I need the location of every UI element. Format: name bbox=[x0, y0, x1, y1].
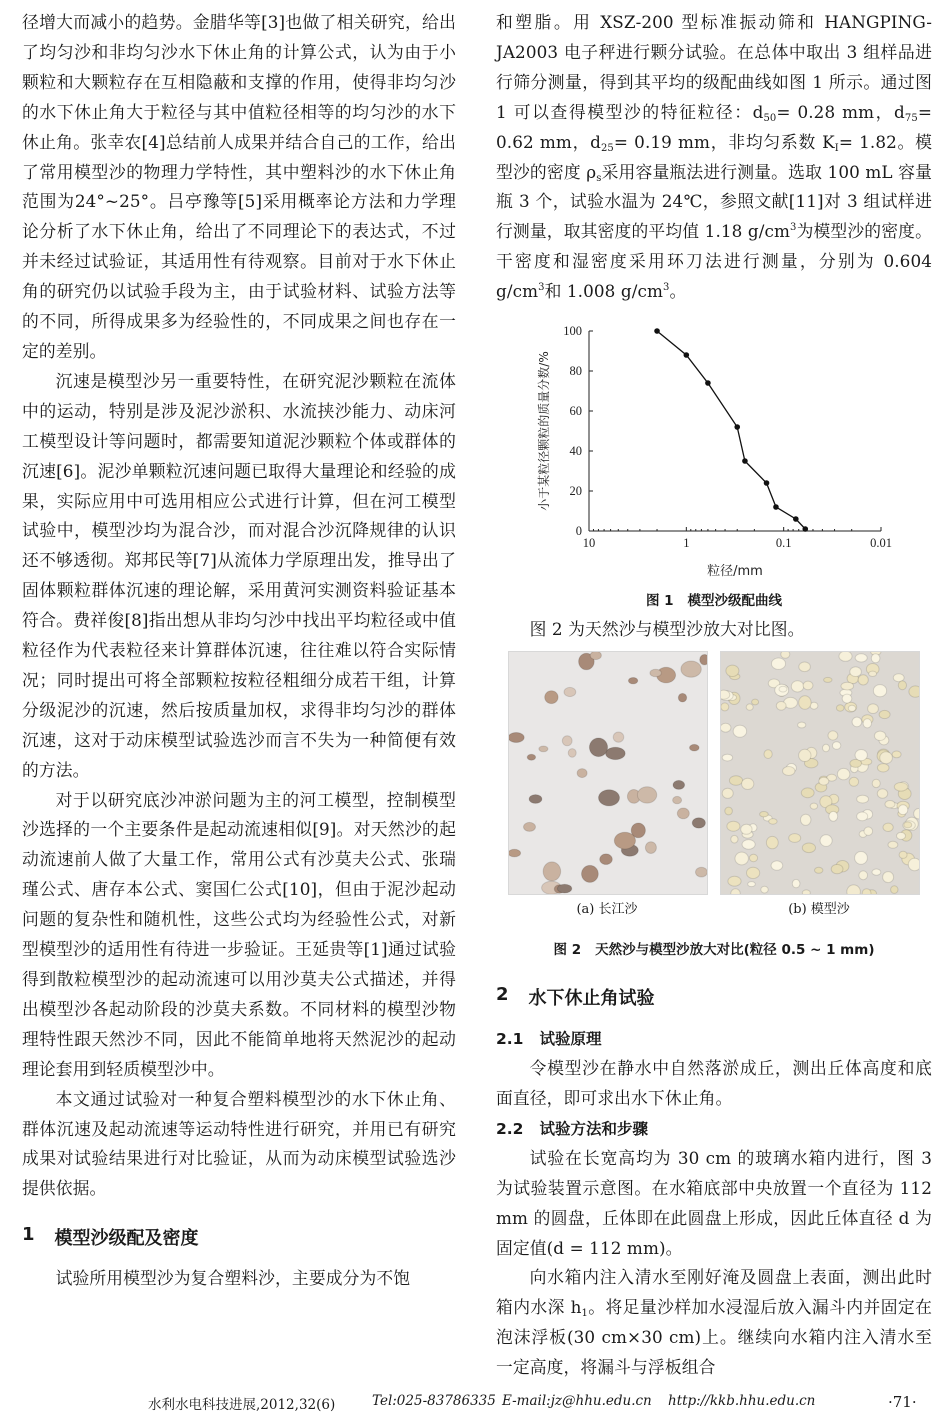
subsection-heading: 2.2 试验方法和步骤 bbox=[496, 1119, 648, 1138]
sand-grain bbox=[606, 747, 626, 759]
sand-grain bbox=[766, 836, 778, 848]
sand-grain bbox=[855, 749, 867, 760]
x-tick-label: 0.01 bbox=[870, 536, 892, 551]
figure-caption: 图 2 天然沙与模型沙放大对比(粒径 0.5 ~ 1 mm) bbox=[553, 941, 875, 958]
y-axis-label: 小于某粒径颗粒的质量分数/% bbox=[537, 351, 551, 511]
sand-grain bbox=[589, 738, 607, 757]
sand-grain bbox=[883, 872, 894, 883]
sand-grain bbox=[614, 832, 635, 849]
sand-grain bbox=[690, 744, 700, 751]
sand-grain bbox=[873, 685, 886, 697]
sand-grain bbox=[869, 671, 877, 676]
sand-grain bbox=[721, 723, 731, 732]
sand-grain bbox=[810, 803, 817, 809]
figure-2 bbox=[496, 651, 932, 936]
series-line bbox=[657, 331, 805, 529]
sand-grain bbox=[628, 677, 637, 683]
y-tick-label: 100 bbox=[563, 324, 582, 339]
left-column bbox=[22, 8, 456, 1294]
sand-grain bbox=[880, 752, 893, 764]
data-point bbox=[684, 352, 690, 358]
sand-grain bbox=[677, 808, 689, 819]
sand-grain bbox=[769, 819, 777, 825]
gradation-chart bbox=[496, 317, 932, 585]
sand-grain bbox=[863, 719, 871, 728]
sand-grain bbox=[527, 754, 535, 760]
sand-grain bbox=[871, 654, 880, 663]
sand-grain bbox=[568, 749, 576, 758]
sand-grain bbox=[539, 746, 548, 752]
sand-grain bbox=[725, 807, 733, 815]
sand-grain bbox=[509, 732, 524, 742]
yangtze-sand-photo bbox=[508, 651, 708, 895]
sand-grain bbox=[819, 777, 829, 785]
model-sand-photo bbox=[720, 651, 920, 895]
paragraph: 对于以研究底沙冲淤问题为主的河工模型，控制模型沙选择的一个主要条件是起动流速相似[9]。对天然沙的起动流速前人做了大量工作，常用公式有沙莫夫公式、张瑞瑾公式、唐存本公式、窦国仁公式[10]，但由于泥沙起动问题的复杂性和随机性，这些公式均为经验性公式，对新型模型沙的适用性有待进一步验证。王延贵等[1]通过试验得到散粒模型沙的起动流速可以用沙莫夫公式描述，并得出模型沙各起动阶段的沙莫夫系数。不同材料的模型沙物理特性跟天然沙不同，因此不能简单地将天然泥沙的起动理论套用到轻质模型沙中。 bbox=[22, 789, 456, 1079]
sand-grain bbox=[898, 681, 906, 690]
sand-grain bbox=[841, 682, 854, 690]
sand-grain bbox=[562, 736, 572, 746]
sand-grain bbox=[842, 694, 852, 703]
sand-grain bbox=[877, 764, 889, 772]
section-heading bbox=[496, 984, 932, 1010]
sand-grain bbox=[815, 867, 823, 873]
sand-grain bbox=[731, 835, 738, 843]
sand-grain bbox=[729, 776, 742, 786]
data-point bbox=[654, 328, 660, 334]
sand-grain bbox=[904, 822, 912, 828]
section-title: 模型沙级配及密度 bbox=[54, 1228, 199, 1250]
right-column bbox=[496, 8, 932, 1383]
sand-grain bbox=[855, 654, 867, 662]
sand-grain bbox=[752, 699, 759, 705]
sand-grain bbox=[832, 742, 840, 750]
sand-grain bbox=[742, 840, 755, 850]
sand-grain bbox=[885, 800, 895, 807]
sand-grain bbox=[802, 890, 810, 894]
sand-grain bbox=[728, 876, 741, 886]
sand-grain bbox=[742, 778, 754, 789]
sand-grain bbox=[747, 867, 760, 878]
sand-grain bbox=[726, 665, 739, 676]
sand-grain bbox=[894, 782, 907, 791]
sand-grain bbox=[600, 854, 613, 865]
sand-grain bbox=[678, 693, 686, 702]
paragraph: 和塑脂。用 XSZ-200 型标准振动筛和 HANGPING-JA2003 电子秤进行颗分试验。在总体中取出 3 组样品进行筛分测量，得到其平均的级配曲线如图 1 所示。通过图 1 可以查得模型沙的特征粒径：$d_{50}= 0.28$ mm，$d_{75}= 0.62$ mm，$d_{25}= 0.19$ mm，非均匀系数 $K_I= 1.82$。模型沙的密度 $\rho_s$采用容量瓶法进行测量。选取 100 mL 容量瓶 3 个，试验水温为 24℃，参照文献[11]对 3 组试样进行测量，取其密度的平均值 1.18 $g/cm^3$为模型沙的密度。干密度和湿密度采用环刀法进行测量，分别为 0.604 $g/cm^3$和 1.008 $g/cm^3$。 bbox=[496, 12, 933, 302]
sand-grain bbox=[721, 690, 730, 699]
sand-grain bbox=[776, 701, 786, 710]
sand-grain bbox=[891, 886, 898, 894]
paragraph: 向水箱内注入清水至刚好淹及圆盘上表面，测出此时箱内水深 $h_1$。将足量沙样加水浸湿后放入漏斗内并固定在泡沫浮板(30 cm×30 cm)上。继续向水箱内注入清水至一定高度，将漏斗与浮板组合 bbox=[496, 1267, 932, 1378]
sand-grain bbox=[855, 851, 868, 864]
sand-grain bbox=[857, 812, 868, 821]
footer-email: E-mail:jz@hhu.edu.cn bbox=[502, 1393, 652, 1409]
sand-grain bbox=[879, 710, 890, 718]
paragraph: 径增大而减小的趋势。金腊华等[3]也做了相关研究，给出了均匀沙和非均匀沙水下休止角的计算公式，认为由于小颗粒和大颗粒存在互相隐蔽和支撑的作用，使得非均匀沙的水下休止角大于粒径与其中值粒径相等的均匀沙的水下休止角。张幸农[4]总结前人成果并结合自己的工作，给出了常用模型沙的物理力学特性，其中塑料沙的水下休止角范围为24°~25°。吕亭豫等[5]采用概率论方法和力学理论分析了水下休止角，给出了不同理论下的表达式，不过并未经过试验证，其适用性有待观察。目前对于水下休止角的研究仍以试验手段为主，由于试验材料、试验方法等的不同，所得成果多为经验性的，不同成果之间也存在一定的差别。 bbox=[22, 12, 456, 361]
sand-grain bbox=[831, 864, 843, 873]
sand-grain bbox=[849, 777, 858, 786]
subsection-heading: 2.1 试验原理 bbox=[496, 1029, 602, 1048]
section-title: 水下休止角试验 bbox=[528, 987, 655, 1009]
data-point bbox=[764, 480, 770, 486]
page-number: ·71· bbox=[888, 1393, 917, 1411]
data-point bbox=[802, 526, 808, 532]
sand-grain bbox=[771, 861, 783, 870]
sand-grains-image bbox=[721, 652, 919, 894]
data-point bbox=[705, 380, 711, 386]
sand-grain bbox=[637, 787, 656, 803]
sand-grain bbox=[731, 889, 740, 894]
sand-grain bbox=[748, 882, 756, 887]
y-tick-label: 0 bbox=[575, 524, 582, 539]
sand-grain bbox=[577, 769, 587, 778]
sand-grain bbox=[772, 658, 786, 669]
sand-grain bbox=[789, 834, 801, 843]
data-point bbox=[734, 424, 740, 430]
sand-grain bbox=[590, 652, 601, 660]
sand-grain bbox=[837, 768, 849, 779]
figure-caption: 图 1 模型沙级配曲线 bbox=[645, 593, 783, 610]
sand-grain bbox=[692, 818, 705, 828]
sand-grain bbox=[801, 788, 814, 798]
sand-grain bbox=[524, 822, 536, 831]
paragraph: 本文通过试验对一种复合塑料模型沙的水下休止角、群体沉速及起动流速等运动特性进行研究，并用已有研究成果对试验结果进行对比验证，从而为动床模型试验选沙提供依据。 bbox=[22, 1088, 456, 1199]
sand-grain bbox=[746, 704, 753, 710]
sand-grain bbox=[874, 731, 885, 740]
x-tick-label: 0.1 bbox=[775, 536, 792, 551]
sand-grain bbox=[557, 884, 571, 893]
sand-grain bbox=[681, 661, 701, 677]
sand-grain bbox=[803, 681, 813, 690]
sand-grain bbox=[872, 779, 880, 787]
x-axis-label: 粒径/mm bbox=[707, 564, 763, 580]
sand-grain bbox=[791, 681, 803, 692]
sand-grain bbox=[820, 835, 832, 847]
paragraph: 试验所用模型沙为复合塑料沙，主要成分为不饱 bbox=[55, 1268, 411, 1289]
sand-grain bbox=[761, 886, 768, 893]
sand-grain bbox=[700, 654, 707, 664]
y-tick-label: 20 bbox=[569, 484, 582, 499]
page-footer bbox=[0, 1393, 950, 1423]
sand-grain bbox=[545, 691, 558, 704]
sand-grain bbox=[839, 652, 852, 661]
paragraph: 沉速是模型沙另一重要特性，在研究泥沙颗粒在流体中的运动，特别是涉及泥沙淤积、水流挟沙能力、动床河工模型设计等问题时，都需要知道泥沙颗粒个体或群体的沉速[6]。泥沙单颗粒沉速问题已取得大量理论和经验的成果，实际应用中可选用相应公式进行计算，但在河工模型试验中，模型沙均为混合沙，而对混合沙沉降规律的认识还不够透彻。郑邦民等[7]从流体力学原理出发，推导出了固体颗粒群体沉速的理论解，采用黄河实测资料验证基本符合。费祥俊[8]指出想从非均匀沙中找出平均粒径或中值粒径作为代表粒径来计算群体沉速，往往难以符合实际情况；同时提出可将全部颗粒按粒径粗细分成若干组，计算分级泥沙的沉速，然后按质量加权，求得非均匀沙的群体沉速，这对于动床模型试验选沙而言不失为一种简便有效的方法。 bbox=[22, 370, 456, 780]
sand-grain bbox=[862, 889, 871, 894]
sand-grain bbox=[848, 705, 855, 711]
sand-grain bbox=[859, 871, 868, 880]
sand-grain bbox=[792, 879, 800, 887]
sand-grain bbox=[898, 805, 908, 815]
sand-grain bbox=[877, 789, 887, 798]
sand-grain bbox=[836, 705, 844, 711]
sand-grain bbox=[645, 842, 656, 854]
section-heading bbox=[22, 1224, 456, 1250]
sand-grain bbox=[850, 667, 862, 677]
sand-grain bbox=[529, 795, 542, 804]
sand-grain bbox=[613, 732, 624, 742]
sand-grain bbox=[722, 754, 732, 761]
sand-grain bbox=[727, 821, 740, 831]
section-number: 1 bbox=[22, 1224, 35, 1246]
photo-caption: (a) 长江沙 bbox=[576, 901, 638, 917]
sand-grain bbox=[908, 858, 919, 870]
footer-url: http://kkb.hhu.edu.cn bbox=[668, 1393, 816, 1409]
y-tick-label: 40 bbox=[569, 444, 582, 459]
sand-grain bbox=[781, 652, 790, 658]
sand-grain bbox=[543, 862, 561, 881]
sand-grains-image bbox=[509, 652, 707, 894]
sand-grain bbox=[799, 662, 811, 672]
sand-grain bbox=[564, 687, 576, 696]
sand-grain bbox=[760, 811, 769, 816]
paragraph: 试验在长宽高均为 30 cm 的玻璃水箱内进行，图 3 为试验装置示意图。在水箱底部中央放置一个直径为 112 mm 的圆盘，丘体即在此圆盘上形成，因此丘体直径 d 为固定值(d = 112 mm)。 bbox=[496, 1147, 932, 1258]
sand-grain bbox=[858, 675, 868, 685]
footer-tel: Tel:025-83786335 bbox=[372, 1393, 496, 1409]
sand-grain bbox=[823, 744, 830, 751]
sand-grain bbox=[783, 766, 795, 775]
sand-grain bbox=[673, 796, 682, 803]
sand-grain bbox=[829, 811, 838, 821]
sand-grain bbox=[864, 827, 873, 835]
sand-grain bbox=[883, 823, 893, 831]
sand-grain bbox=[721, 703, 729, 711]
sand-grain bbox=[868, 704, 879, 714]
sand-grain bbox=[852, 717, 862, 727]
sand-grain bbox=[799, 749, 811, 761]
sand-grain bbox=[799, 696, 811, 710]
sand-grain bbox=[599, 790, 620, 806]
paragraph: 令模型沙在静水中自然落淤成丘，测出丘体高度和底面直径，即可求出水下休止角。 bbox=[496, 1057, 932, 1108]
figure-1 bbox=[496, 317, 932, 585]
sand-grain bbox=[899, 851, 907, 858]
sand-grain bbox=[509, 849, 521, 857]
sand-grain bbox=[857, 795, 869, 803]
sand-grain bbox=[733, 725, 746, 737]
sand-grain bbox=[764, 750, 772, 759]
sand-grain bbox=[741, 824, 752, 834]
sand-grain bbox=[847, 885, 861, 894]
sand-grain bbox=[801, 814, 811, 825]
sand-grain bbox=[892, 751, 901, 758]
sand-grain bbox=[650, 669, 661, 677]
sand-grain bbox=[897, 832, 906, 839]
data-point bbox=[742, 458, 748, 464]
journal-info: 水利水电科技进展,2012,32(6) bbox=[148, 1397, 336, 1413]
sand-grain bbox=[824, 677, 832, 682]
y-tick-label: 60 bbox=[569, 404, 582, 419]
sand-grain bbox=[779, 686, 787, 692]
paragraph: 图 2 为天然沙与模型沙放大对比图。 bbox=[529, 619, 805, 640]
sand-grain bbox=[749, 854, 757, 861]
sand-grain bbox=[735, 852, 748, 865]
x-tick-label: 10 bbox=[582, 536, 596, 551]
sand-grain bbox=[798, 722, 806, 728]
x-tick-label: 1 bbox=[683, 536, 690, 551]
sand-grain bbox=[909, 686, 919, 697]
section-number: 2 bbox=[496, 983, 509, 1005]
sand-grain bbox=[582, 865, 599, 882]
sand-grain bbox=[673, 780, 685, 789]
photo-caption: (b) 模型沙 bbox=[788, 901, 850, 917]
sand-grain bbox=[872, 869, 881, 875]
sand-grain bbox=[888, 841, 898, 848]
y-tick-label: 80 bbox=[569, 364, 582, 379]
sand-grain bbox=[722, 788, 733, 798]
data-point bbox=[773, 504, 779, 510]
data-point bbox=[793, 516, 799, 522]
sand-grain bbox=[828, 731, 838, 740]
sand-grain bbox=[696, 867, 708, 877]
sand-grain bbox=[802, 843, 815, 853]
